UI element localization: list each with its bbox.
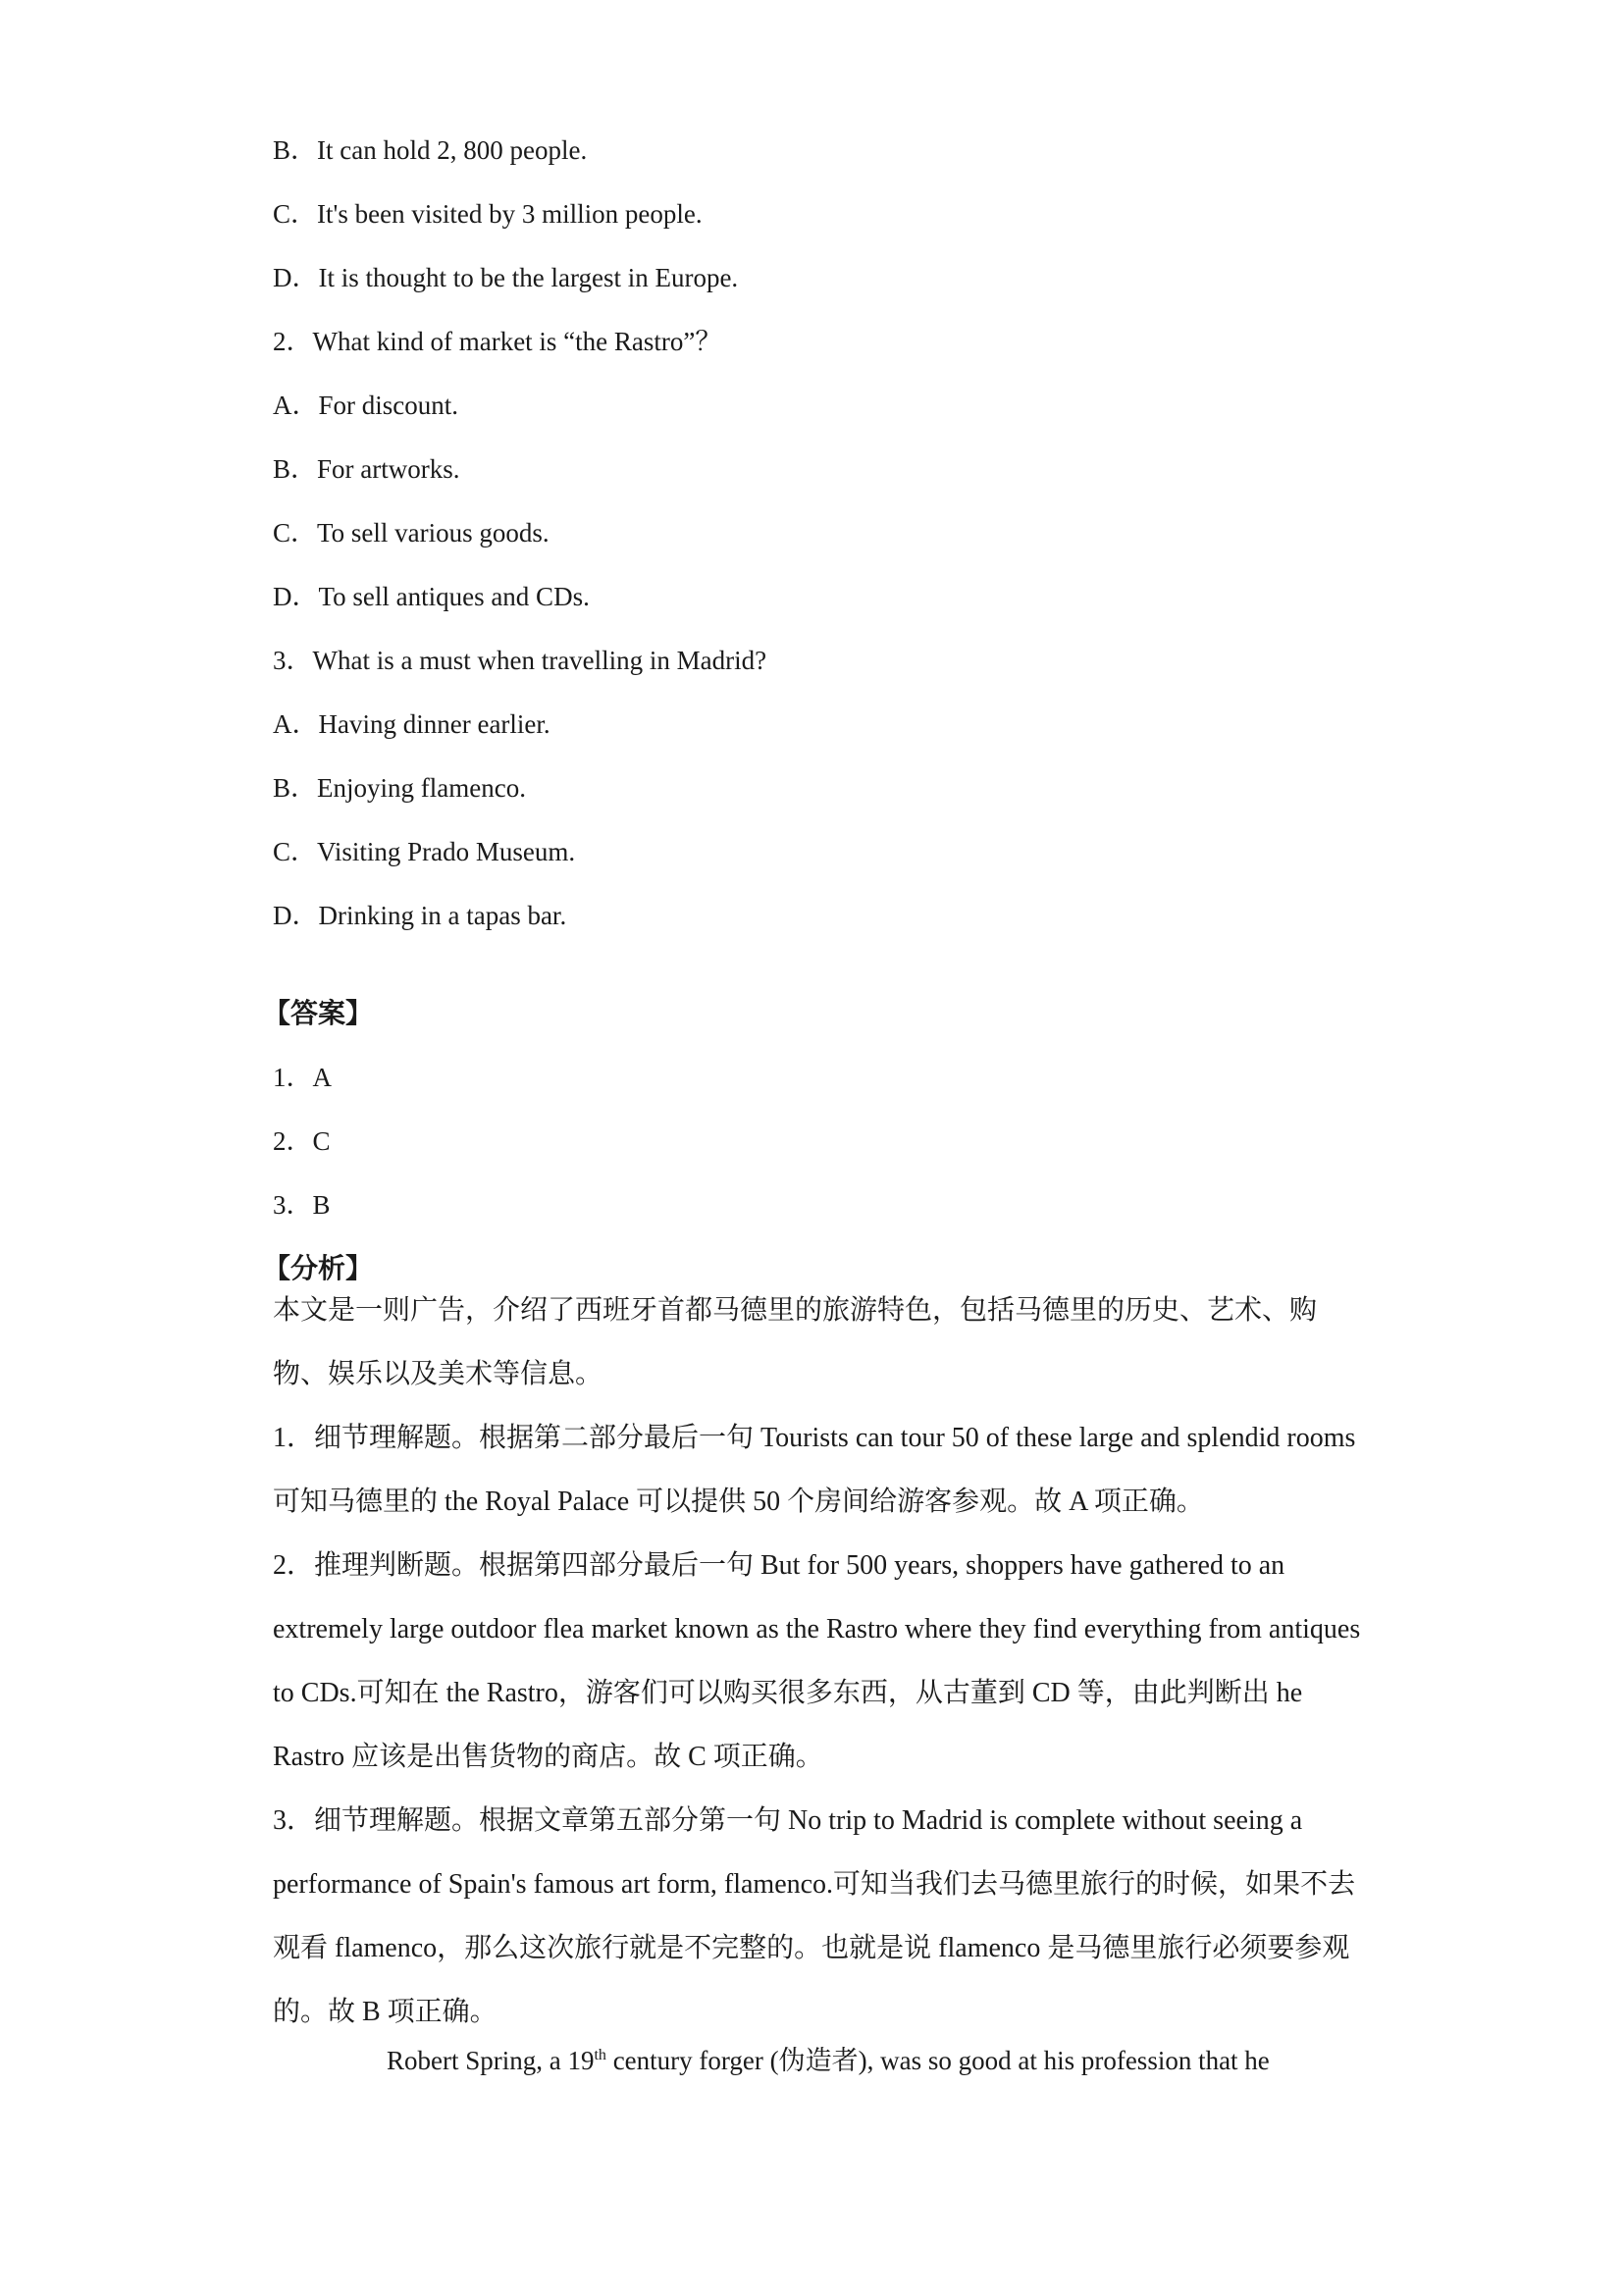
passage-text-end: century forger (伪造者), was so good at his profession that he <box>605 2046 1270 2075</box>
analysis-section <box>263 1252 1362 2044</box>
analysis-summary: 本文是一则广告，介绍了西班牙首都马德里的旅游特色，包括马德里的历史、艺术、购物、娱乐以及美术等信息。 <box>273 1295 1318 1389</box>
q3-option-c: C．Visiting Prado Museum. <box>273 837 576 866</box>
q3-option-d: D．Drinking in a tapas bar. <box>273 901 567 930</box>
q2-option-b: B．For artworks. <box>273 454 460 484</box>
next-passage-first-line <box>273 2046 1362 2075</box>
q1-option-c: C．It's been visited by 3 million people. <box>273 199 703 229</box>
q1-option-b: B．It can hold 2, 800 people. <box>273 135 588 165</box>
q3-option-b: B．Enjoying flamenco. <box>273 773 526 803</box>
passage-text-start: Robert Spring, a 19 <box>387 2046 595 2075</box>
analysis-q1: 1．细节理解题。根据第二部分最后一句 Tourists can tour 50 of these large and splendid rooms 可知马德里的 the Royal Palace 可以提供 50 个房间给游客参观。故 A 项正确。 <box>273 1423 1356 1517</box>
analysis-q2: 2．推理判断题。根据第四部分最后一句 But for 500 years, shoppers have gathered to an extremely large outdoor flea market known as the Rastro where they find everything from antiques to CDs.可知在 the Rastro，游客们可以购买很多东西，从古董到 CD 等，由此判断出 he Rastro 应该是出售货物的商店。故 C 项正确。 <box>273 1550 1361 1772</box>
answer-1: 1．A <box>273 1063 332 1092</box>
q2-option-d: D．To sell antiques and CDs. <box>273 582 590 611</box>
content-column <box>263 135 1362 2075</box>
analysis-q3: 3．细节理解题。根据文章第五部分第一句 No trip to Madrid is complete without seeing a performance of Spain's famous art form, flamenco.可知当我们去马德里旅行的时候，如果不去观看 flamenco，那么这次旅行就是不完整的。也就是说 flamenco 是马德里旅行必须要参观的。故 B 项正确。 <box>273 1805 1356 2027</box>
q2-option-c: C．To sell various goods. <box>273 518 550 548</box>
analysis-body <box>273 1278 1362 2044</box>
analysis-heading: 【分析】 <box>263 1252 374 1284</box>
q2-option-a: A．For discount. <box>273 391 458 420</box>
q3-stem: 3．What is a must when travelling in Madrid? <box>273 646 767 675</box>
q3-option-a: A．Having dinner earlier. <box>273 709 550 739</box>
answer-3: 3．B <box>273 1190 331 1220</box>
answer-heading: 【答案】 <box>263 997 374 1029</box>
question-3 <box>273 646 1362 930</box>
answer-2: 2．C <box>273 1126 331 1156</box>
question-2 <box>273 327 1362 611</box>
answer-section <box>263 997 1362 1220</box>
q2-stem: 2．What kind of market is “the Rastro”？ <box>273 327 722 356</box>
question-1-options <box>273 135 1362 292</box>
q1-option-d: D．It is thought to be the largest in Europe. <box>273 263 739 292</box>
passage-superscript: th <box>594 2047 606 2063</box>
